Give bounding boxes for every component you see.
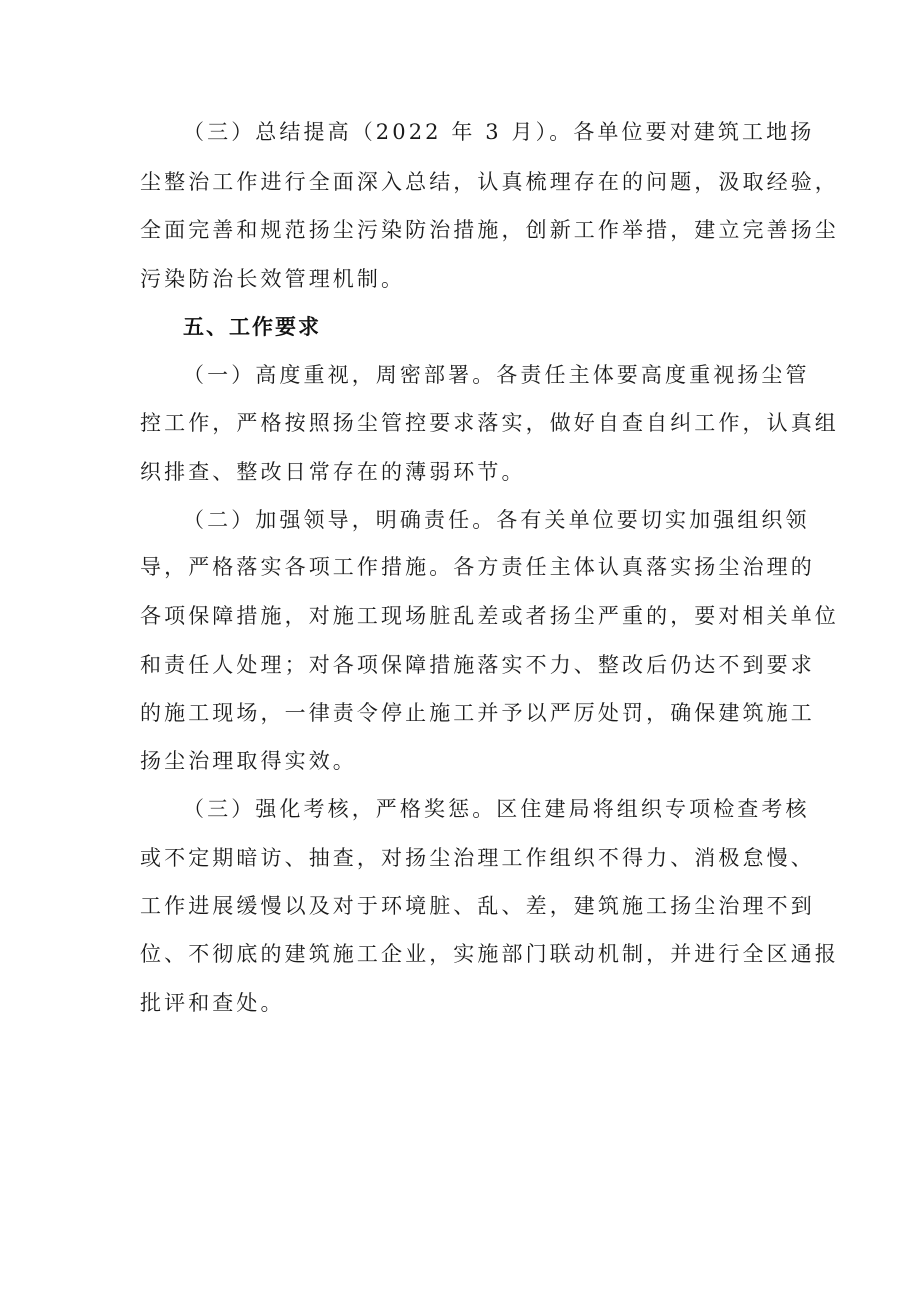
requirement-1-line-2: 控工作，严格按照扬尘管控要求落实，做好自查自纠工作，认真组	[140, 411, 839, 435]
requirement-2-line-2: 导，严格落实各项工作措施。各方责任主体认真落实扬尘治理的	[140, 555, 815, 579]
summary-paragraph-line-3: 全面完善和规范扬尘污染防治措施，创新工作举措，建立完善扬尘	[140, 218, 839, 242]
requirement-3-line-5: 批评和查处。	[140, 991, 285, 1015]
requirement-2-line-4: 和责任人处理；对各项保障措施落实不力、整改后仍达不到要求	[140, 653, 815, 677]
summary-paragraph-line-1: （三）总结提高（2022 年 3 月）。各单位要对建筑工地扬	[183, 120, 815, 144]
requirement-2-line-6: 扬尘治理取得实效。	[140, 749, 357, 773]
requirement-3-line-2: 或不定期暗访、抽查，对扬尘治理工作组织不得力、消极怠慢、	[140, 846, 815, 870]
requirement-2-line-5: 的施工现场，一律责令停止施工并予以严厉处罚，确保建筑施工	[140, 701, 815, 725]
summary-paragraph-line-4: 污染防治长效管理机制。	[140, 267, 406, 291]
summary-paragraph-line-2: 尘整治工作进行全面深入总结，认真梳理存在的问题，汲取经验，	[140, 170, 839, 194]
requirement-3-line-4: 位、不彻底的建筑施工企业，实施部门联动机制，并进行全区通报	[140, 942, 839, 966]
requirement-3-line-3: 工作进展缓慢以及对于环境脏、乱、差，建筑施工扬尘治理不到	[140, 894, 815, 918]
requirement-3-line-1: （三）强化考核，严格奖惩。区住建局将组织专项检查考核	[183, 797, 810, 821]
requirement-1-line-1: （一）高度重视，周密部署。各责任主体要高度重视扬尘管	[183, 363, 810, 387]
requirement-2-line-1: （二）加强领导，明确责任。各有关单位要切实加强组织领	[183, 508, 810, 532]
section-heading: 五、工作要求	[183, 315, 321, 339]
requirement-1-line-3: 织排查、整改日常存在的薄弱环节。	[140, 460, 526, 484]
requirement-2-line-3: 各项保障措施，对施工现场脏乱差或者扬尘严重的，要对相关单位	[140, 604, 839, 628]
